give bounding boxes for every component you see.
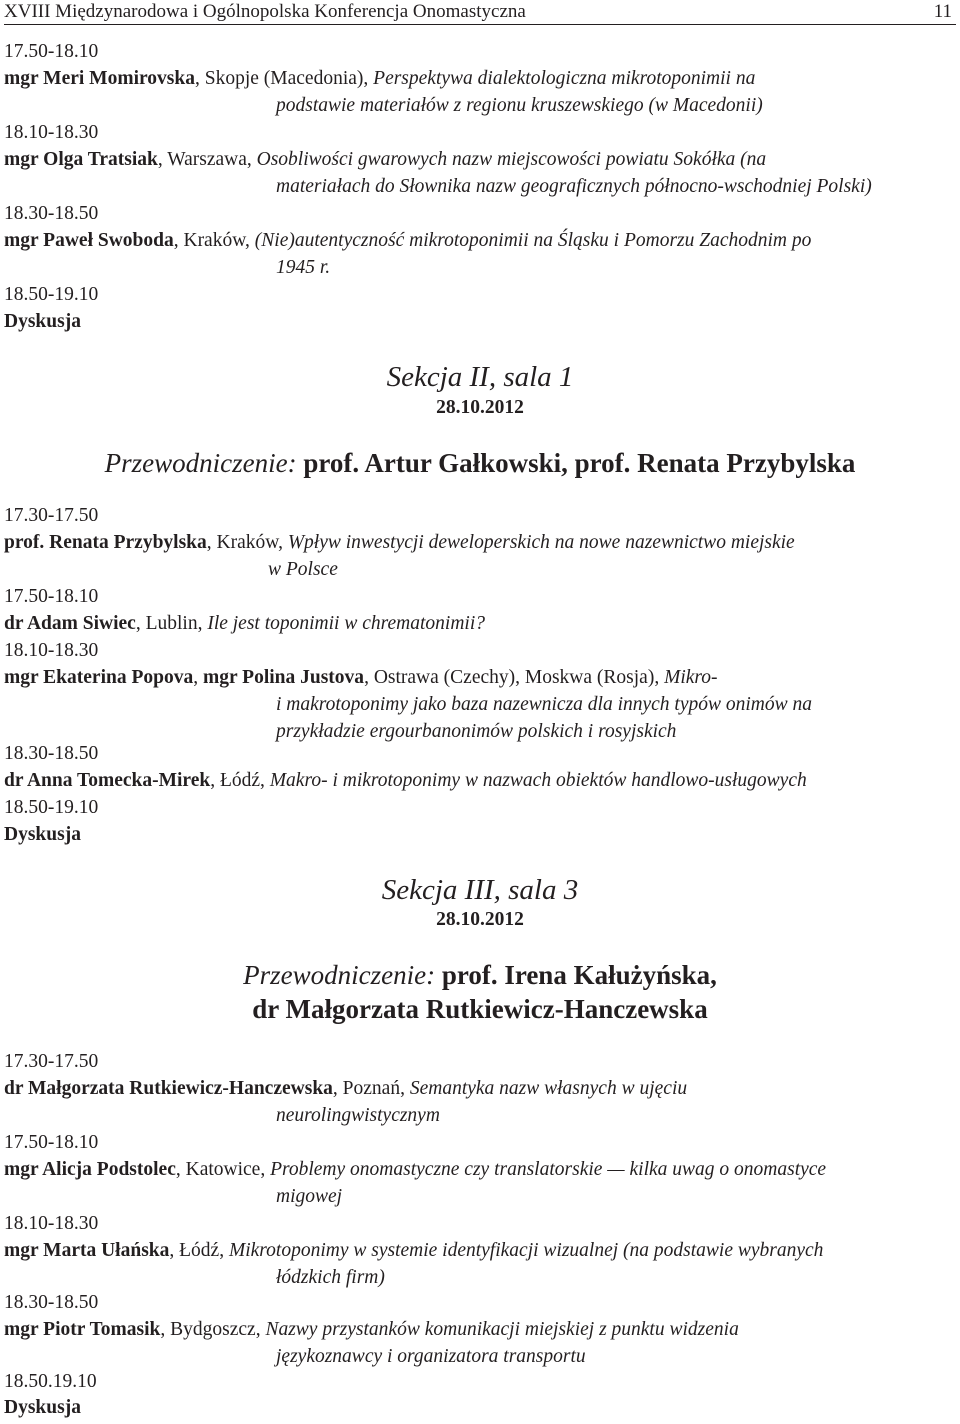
speaker-name: mgr Ekaterina Popova [4,667,194,688]
talk-time: 17.50-18.10 [4,1132,99,1153]
talk-time: 18.10-18.30 [4,122,99,143]
section-chair [0,958,960,992]
talk-time: 17.30-17.50 [4,1051,99,1072]
speaker-name: mgr Polina Justova [202,667,365,688]
talk-entry [4,65,956,119]
talk-time: 18.50-19.10 [4,797,99,818]
talk-title: Osobliwości gwarowych nazw miejscowości powiatu Sokółka (na [256,149,767,170]
talk-time: 18.30-18.50 [4,203,99,224]
speaker-separator: , [193,667,203,688]
running-header [4,0,956,25]
talk-title: Ile jest toponimii w chrematonimii? [207,613,485,634]
chair-names: prof. Artur Gałkowski, prof. Renata Przybylska [296,448,856,478]
discussion-label: Dyskusja [4,311,81,332]
speaker-place: , Łódź, [169,1240,229,1261]
chair-names-line2: dr Małgorzata Rutkiewicz-Hanczewska [252,994,708,1024]
talk-title: Mikro- [664,667,718,688]
speaker-place: , Bydgoszcz, [160,1319,266,1340]
talk-title: (Nie)autentyczność mikrotoponimii na Śląsku i Pomorzu Zachodnim po [254,230,812,251]
talk-time: 18.10-18.30 [4,640,99,661]
talk-title-continued: neurolingwistycznym [276,1105,440,1126]
talk-title-continued: materiałach do Słownika nazw geograficznych północno-wschodniej Polski) [276,176,872,197]
talk-title-continued: podstawie materiałów z regionu kruszewskiego (w Macedonii) [276,95,763,116]
chair-label: Przewodniczenie: [104,448,297,478]
speaker-place: , Kraków, [173,230,255,251]
talk-entry [4,146,956,200]
talk-entry [4,529,956,583]
talk-time: 18.10-18.30 [4,1213,99,1234]
talk-title: Mikrotoponimy w systemie identyfikacji wizualnej (na podstawie wybranych [228,1240,824,1261]
talk-time: 18.30-18.50 [4,743,99,764]
section-date: 28.10.2012 [436,909,524,930]
page-number: 11 [933,1,952,22]
talk-title: Nazwy przystanków komunikacji miejskiej z punktu widzenia [265,1319,739,1340]
talk-title-continued: w Polsce [268,559,338,580]
speaker-name: mgr Alicja Podstolec [4,1159,176,1180]
talk-title-continued: migowej [276,1186,343,1207]
talk-time: 17.50-18.10 [4,41,99,62]
talk-title-continued: językoznawcy i organizatora transportu [276,1346,586,1367]
chair-names: prof. Irena Kałużyńska, [435,960,717,990]
speaker-name: mgr Paweł Swoboda [4,230,174,251]
talk-time: 18.50-19.10 [4,284,99,305]
header-title: XVIII Międzynarodowa i Ogólnopolska Konferencja Onomastyczna [4,1,526,22]
speaker-place: , Katowice, [175,1159,271,1180]
talk-title: Wpływ inwestycji deweloperskich na nowe nazewnictwo miejskie [287,532,795,553]
talk-entry [4,664,956,745]
talk-title: Perspektywa dialektologiczna mikrotoponimii na [373,68,756,89]
talk-title-continued: 1945 r. [276,257,331,278]
discussion-label: Dyskusja [4,824,81,845]
talk-entry [4,1316,956,1370]
discussion-label: Dyskusja [4,1397,81,1418]
talk-entry [4,767,956,794]
talk-entry [4,1075,956,1129]
section-heading: Sekcja III, sala 3 [381,874,579,906]
section-heading: Sekcja II, sala 1 [386,361,574,393]
speaker-place: , Warszawa, [157,149,257,170]
speaker-name: mgr Piotr Tomasik [4,1319,161,1340]
talk-title: Makro- i mikrotoponimy w nazwach obiektów handlowo-usługowych [269,770,807,791]
talk-time: 17.50-18.10 [4,586,99,607]
talk-time: 18.50.19.10 [4,1371,97,1392]
talk-title-continued: łódzkich firm) [276,1267,385,1288]
talk-entry [4,227,956,281]
speaker-place: , Kraków, [206,532,288,553]
speaker-place: , Łódź, [210,770,270,791]
speaker-name: prof. Renata Przybylska [4,532,207,553]
speaker-name: dr Małgorzata Rutkiewicz-Hanczewska [4,1078,333,1099]
talk-time: 17.30-17.50 [4,505,99,526]
speaker-place: , Ostrawa (Czechy), Moskwa (Rosja), [364,667,665,688]
speaker-place: , Lublin, [135,613,208,634]
talk-entry [4,610,956,637]
speaker-name: mgr Marta Ułańska [4,1240,170,1261]
section-chair [0,446,960,480]
speaker-place: , Skopje (Macedonia), [194,68,374,89]
section-date: 28.10.2012 [436,397,524,418]
speaker-place: , Poznań, [332,1078,410,1099]
talk-entry [4,1156,956,1210]
talk-title-continued: przykładzie ergourbanonimów polskich i rosyjskich [276,721,677,742]
talk-title: Semantyka nazw własnych w ujęciu [409,1078,688,1099]
chair-label: Przewodniczenie: [243,960,436,990]
talk-time: 18.30-18.50 [4,1292,99,1313]
speaker-name: dr Anna Tomecka-Mirek [4,770,211,791]
speaker-name: dr Adam Siwiec [4,613,136,634]
speaker-name: mgr Meri Momirovska [4,68,195,89]
talk-title: Problemy onomastyczne czy translatorskie — kilka uwag o onomastyce [270,1159,827,1180]
talk-entry [4,1237,956,1291]
talk-title-continued: i makrotoponimy jako baza nazewnicza dla innych typów onimów na [276,694,813,715]
speaker-name: mgr Olga Tratsiak [4,149,158,170]
